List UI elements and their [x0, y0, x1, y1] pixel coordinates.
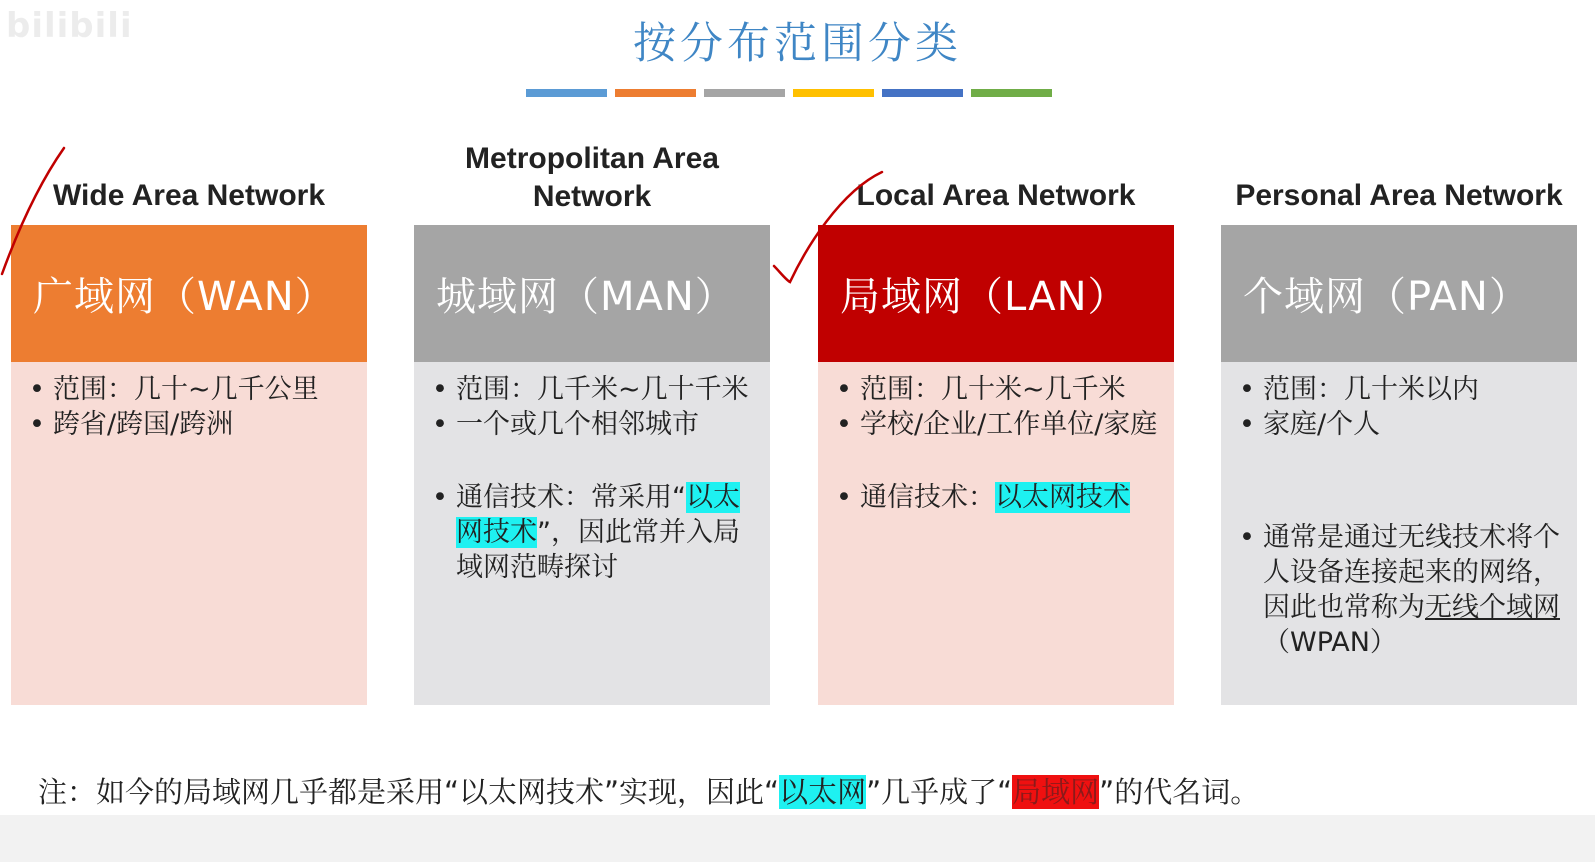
man-title-band: 城域网（MAN）	[414, 225, 770, 362]
man-scope-item: • 一个或几个相邻城市	[432, 407, 754, 442]
man-comm-suffix: ”，因此常并入局域网范畴探讨	[456, 517, 740, 583]
footnote	[38, 770, 1259, 811]
pan-scope-item: • 家庭/个人	[1239, 407, 1561, 442]
pan-range-item: • 范围：几十米以内	[1239, 372, 1561, 407]
wan-body	[11, 362, 367, 705]
footnote-prefix: 注：如今的局域网几乎都是采用“以太网技术”实现，因此“	[38, 775, 780, 809]
lan-range-item: • 范围：几十米~几千米	[836, 372, 1158, 407]
wan-range-item: • 范围：几十~几千公里	[29, 372, 351, 407]
accent-bar-3	[704, 89, 785, 97]
accent-bar-4	[793, 89, 874, 97]
man-range-item: • 范围：几千米~几十千米	[432, 372, 754, 407]
wan-scope-item: • 跨省/跨国/跨洲	[29, 407, 351, 442]
slide-title: 按分布范围分类	[633, 19, 962, 69]
man-comm-highlight: 以太网技术	[456, 482, 740, 548]
accent-bar-5	[882, 89, 963, 97]
lan-comm-item	[836, 480, 1158, 515]
accent-bars	[526, 89, 1052, 97]
wan-heading: Wide Area Network	[52, 179, 326, 212]
lan-column	[818, 140, 1174, 705]
footnote-ethernet-highlight: 以太网	[779, 775, 867, 809]
footnote-mid: ”几乎成了“	[866, 775, 1013, 809]
pan-wpan-suffix: （WPAN）	[1263, 627, 1397, 658]
accent-bar-2	[615, 89, 696, 97]
pan-wpan-prefix: 通常是通过无线技术将个人设备连接起来的网络，因此也常称为	[1263, 522, 1560, 623]
pan-heading: Personal Area Network	[1235, 179, 1563, 212]
lan-comm-prefix: 通信技术：	[860, 482, 995, 513]
wan-column	[11, 140, 367, 705]
man-comm-item	[432, 480, 754, 585]
footer-strip	[0, 815, 1595, 862]
footnote-suffix: ”的代名词。	[1099, 775, 1260, 809]
pan-title-band: 个域网（PAN）	[1221, 225, 1577, 362]
bilibili-watermark: bilibili	[6, 6, 133, 46]
man-body	[414, 362, 770, 705]
accent-bar-1	[526, 89, 607, 97]
lan-body	[818, 362, 1174, 705]
lan-scope-item: • 学校/企业/工作单位/家庭	[836, 407, 1158, 442]
footnote-lan-highlight: 局域网	[1012, 775, 1100, 809]
pan-wpan-item	[1239, 520, 1561, 660]
pan-body	[1221, 362, 1577, 705]
lan-heading: Local Area Network	[856, 179, 1136, 212]
man-column	[414, 140, 770, 705]
pan-column	[1221, 140, 1577, 705]
lan-title-band: 局域网（LAN）	[818, 225, 1174, 362]
man-comm-prefix: 通信技术：常采用“	[456, 482, 686, 513]
wan-title-band: 广域网（WAN）	[11, 225, 367, 362]
accent-bar-6	[971, 89, 1052, 97]
pan-wpan-underlined: 无线个域网	[1425, 592, 1560, 623]
lan-comm-highlight: 以太网技术	[995, 482, 1130, 513]
man-heading: Metropolitan Area Network	[465, 142, 719, 213]
